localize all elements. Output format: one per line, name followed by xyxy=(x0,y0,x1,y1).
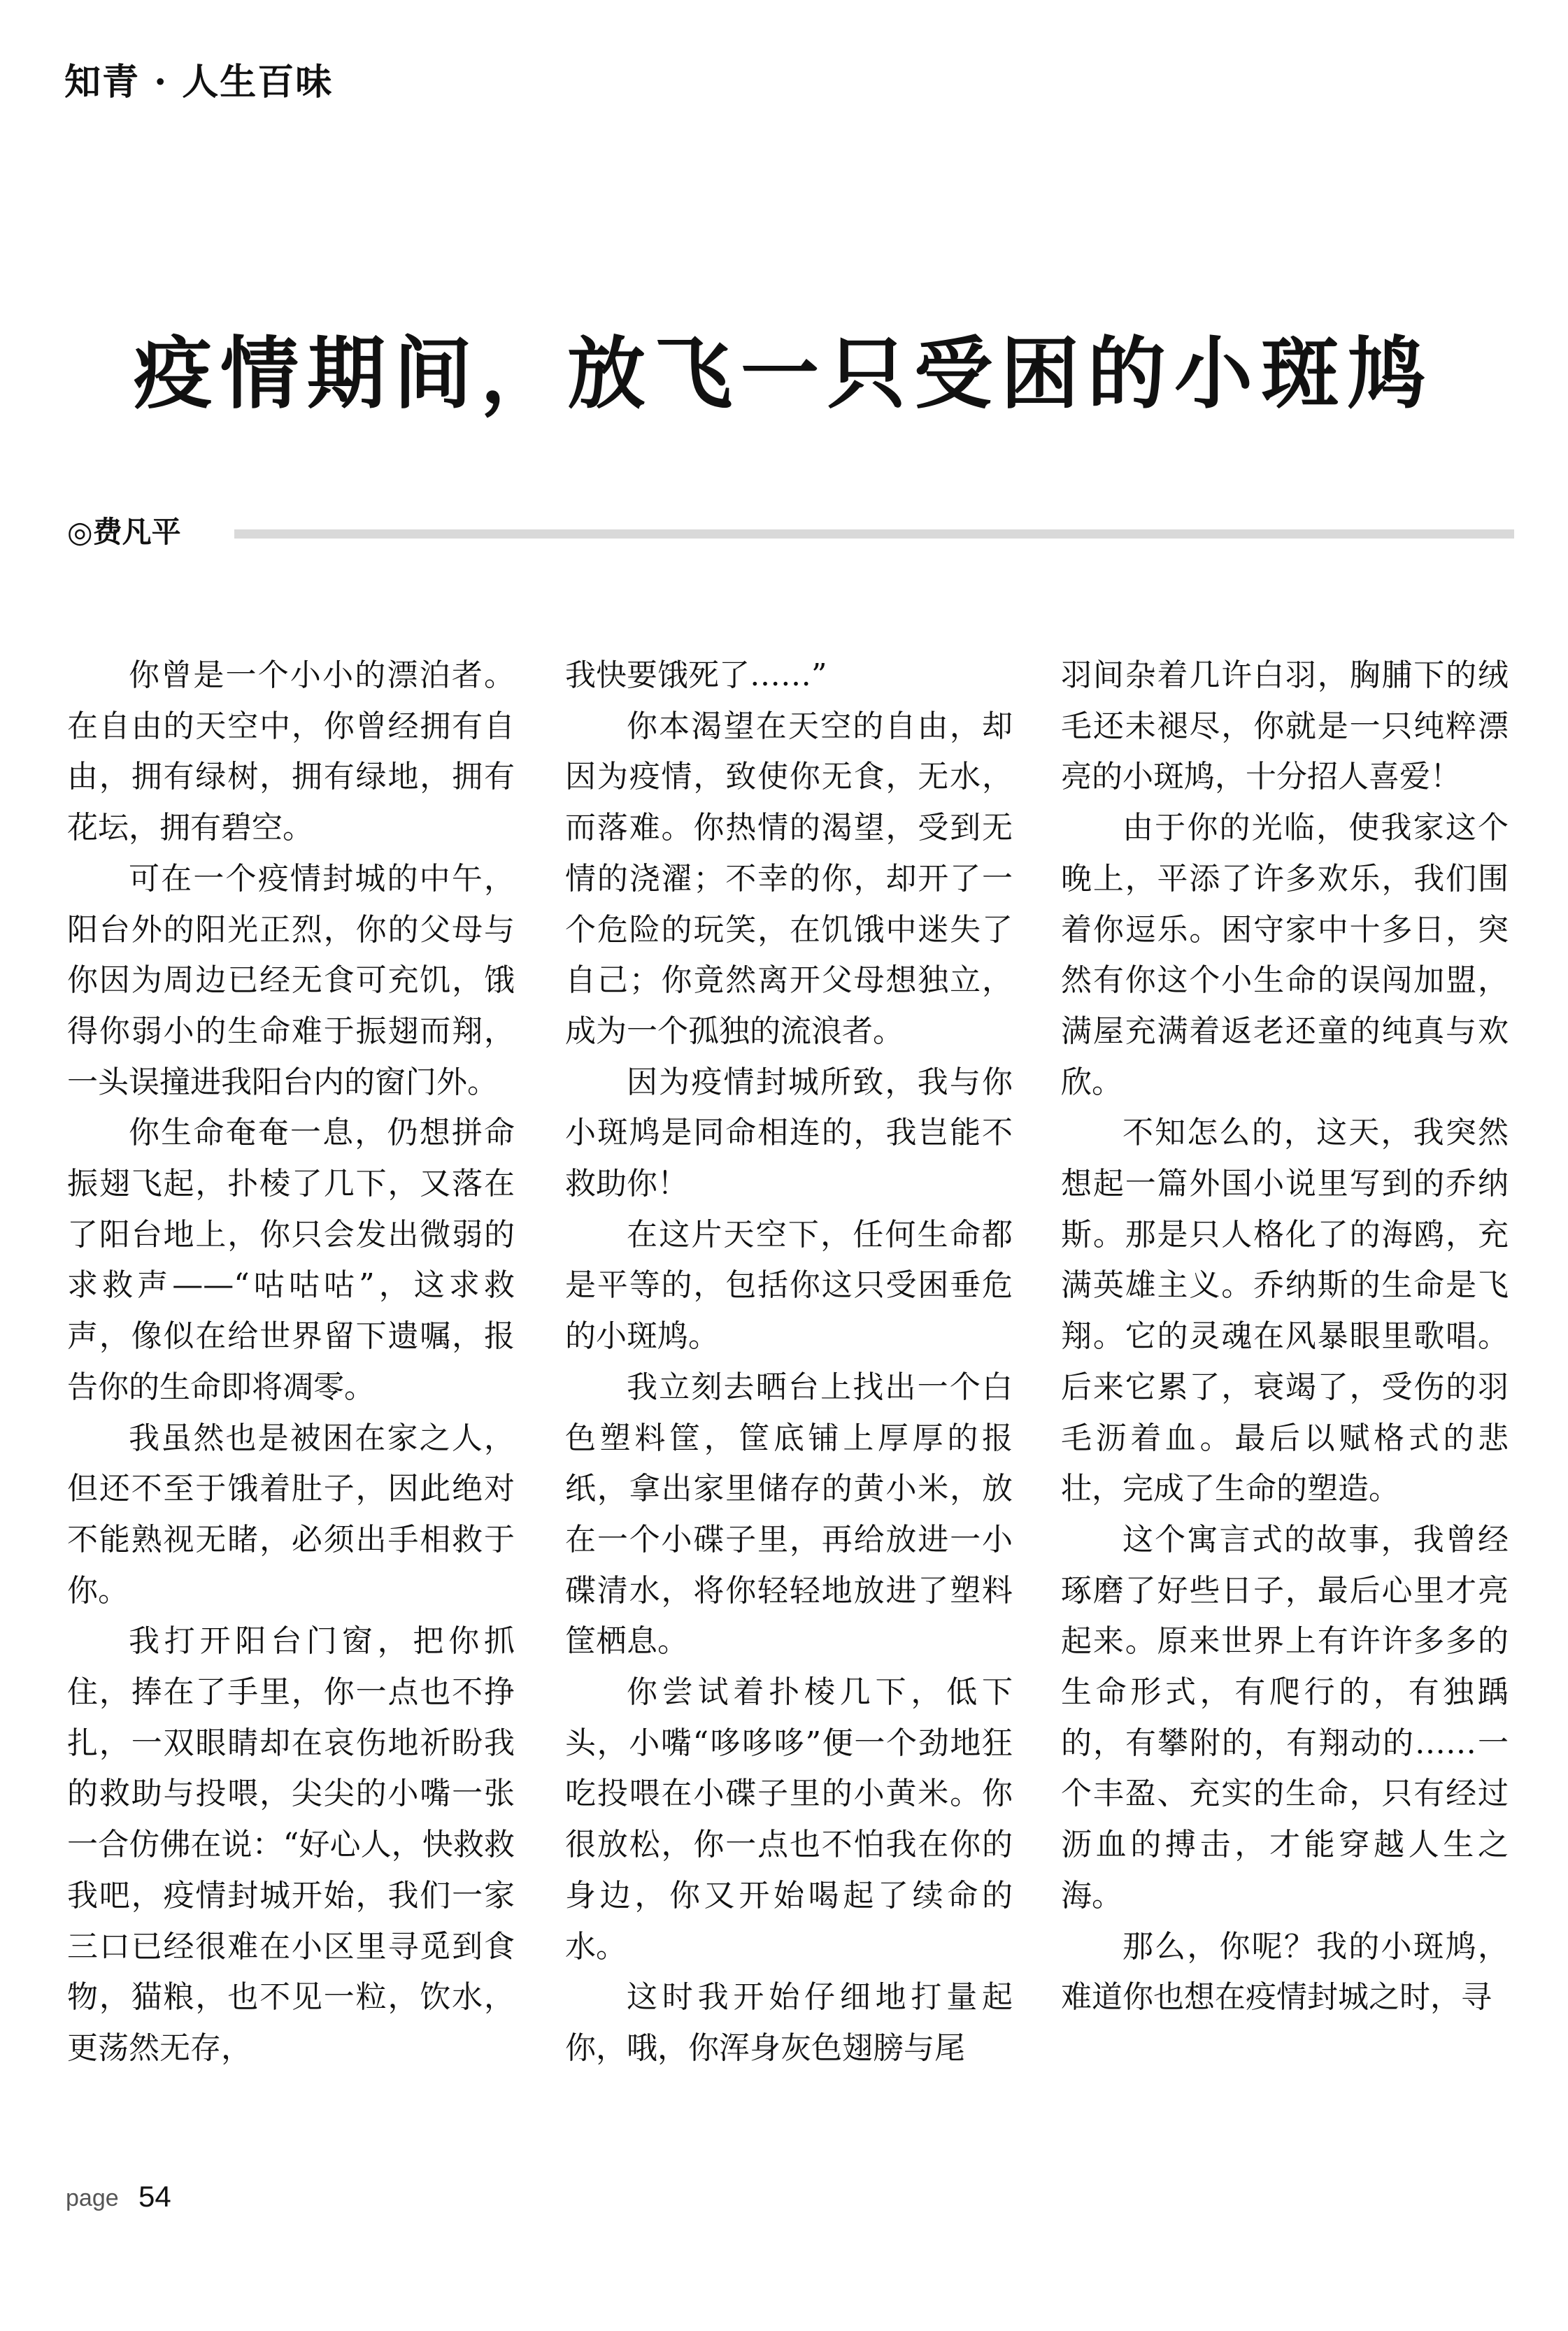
paragraph: 我快要饿死了……” xyxy=(565,657,827,693)
article-title: 疫情期间，放飞一只受困的小斑鸠 xyxy=(134,329,1434,420)
paragraph: 我立刻去晒台上找出一个白色塑料筐，筐底铺上厚厚的报纸，拿出家里储存的黄小米，放在一个小碟子里，再给放进一小碟清水，将你轻轻地放进了塑料筐栖息。 xyxy=(565,1369,1013,1660)
paragraph: 你尝试着扑棱几下，低下头，小嘴“哆哆哆”便一个劲地狂吃投喂在小碟子里的小黄米。你很放松，你一点也不怕我在你的身边，你又开始喝起了续命的水。 xyxy=(565,1674,1013,1965)
paragraph: 我虽然也是被困在家之人，但还不至于饿着肚子，因此绝对不能熟视无睹，必须出手相救于你。 xyxy=(67,1420,515,1609)
paragraph: 可在一个疫情封城的中午，阳台外的阳光正烈，你的父母与你因为周边已经无食可充饥，饿得你弱小的生命难于振翅而翔，一头误撞进我阳台内的窗门外。 xyxy=(67,860,515,1100)
text-column-3 xyxy=(1061,650,1509,2023)
paragraph: 因为疫情封城所致，我与你小斑鸠是同命相连的，我岂能不救助你！ xyxy=(565,1064,1013,1202)
paragraph: 你生命奄奄一息，仍想拼命振翅飞起，扑棱了几下，又落在了阳台地上，你只会发出微弱的求救声——“咕咕咕”，这求救声，像似在给世界留下遗嘱，报告你的生命即将凋零。 xyxy=(67,1115,515,1405)
byline-divider xyxy=(234,529,1514,539)
paragraph: 羽间杂着几许白羽，胸脯下的绒毛还未褪尽，你就是一只纯粹漂亮的小斑鸠，十分招人喜爱！ xyxy=(1061,657,1509,795)
paragraph: 在这片天空下，任何生命都是平等的，包括你这只受困垂危的小斑鸠。 xyxy=(565,1216,1013,1355)
text-column-1 xyxy=(67,650,515,2074)
text-column-2 xyxy=(565,650,1013,2074)
paragraph: 那么，你呢？我的小斑鸠，难道你也想在疫情封城之时，寻 xyxy=(1061,1928,1509,2016)
paragraph: 你本渴望在天空的自由，却因为疫情，致使你无食，无水，而落难。你热情的渴望，受到无情的浇濯；不幸的你，却开了一个危险的玩笑，在饥饿中迷失了自己；你竟然离开父母想独立，成为一个孤独的流浪者。 xyxy=(565,708,1013,1049)
section-label: 知青 · 人生百味 xyxy=(64,61,334,104)
paragraph: 这个寓言式的故事，我曾经琢磨了好些日子，最后心里才亮起来。原来世界上有许许多多的生命形式，有爬行的，有独踽的，有攀附的，有翔动的……一个丰盈、充实的生命，只有经过沥血的搏击，才能穿越人生之海。 xyxy=(1061,1521,1509,1913)
page-number: 54 xyxy=(138,2180,171,2213)
paragraph: 由于你的光临，使我家这个晚上，平添了许多欢乐，我们围着你逗乐。困守家中十多日，突然有你这个小生命的误闯加盟，满屋充满着返老还童的纯真与欢欣。 xyxy=(1061,810,1509,1100)
paragraph: 这时我开始仔细地打量起你，哦，你浑身灰色翅膀与尾 xyxy=(565,1979,1013,2066)
paragraph: 不知怎么的，这天，我突然想起一篇外国小说里写到的乔纳斯。那是只人格化了的海鸥，充满英雄主义。乔纳斯的生命是飞翔。它的灵魂在风暴眼里歌唱。后来它累了，衰竭了，受伤的羽毛沥着血。最后以赋格式的悲壮，完成了生命的塑造。 xyxy=(1061,1115,1509,1507)
paragraph: 你曾是一个小小的漂泊者。在自由的天空中，你曾经拥有自由，拥有绿树，拥有绿地，拥有花坛，拥有碧空。 xyxy=(67,657,515,846)
paragraph: 我打开阳台门窗，把你抓住，捧在了手里，你一点也不挣扎，一双眼睛却在哀伤地祈盼我的救助与投喂，尖尖的小嘴一张一合仿佛在说：“好心人，快救救我吧，疫情封城开始，我们一家三口已经很难在小区里寻觅到食物，猫粮，也不见一粒，饮水，更荡然无存， xyxy=(67,1623,515,2066)
author-byline: ◎费凡平 xyxy=(67,515,181,549)
page-label: page xyxy=(66,2185,119,2211)
